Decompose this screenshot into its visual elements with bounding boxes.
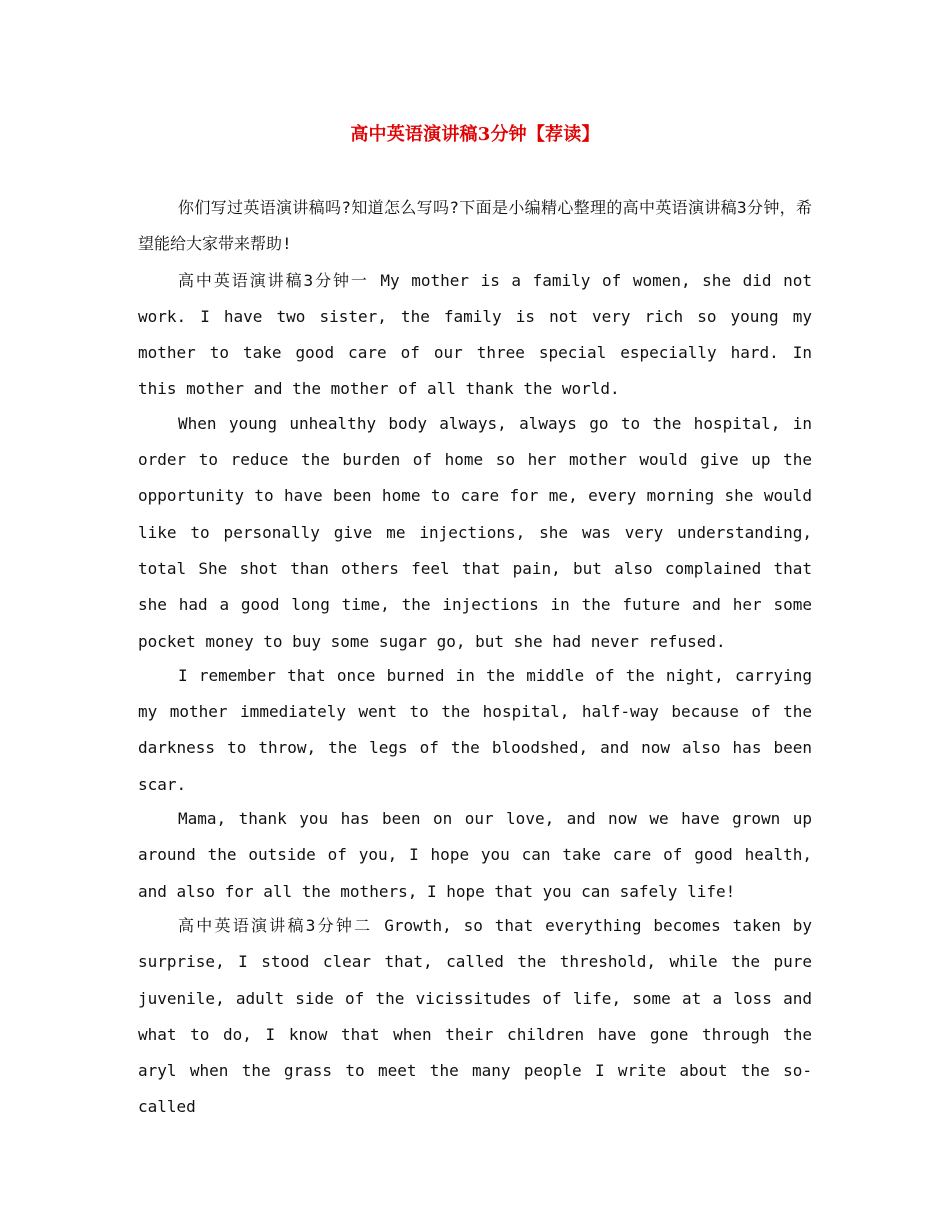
document-body xyxy=(138,190,812,1126)
speech-one-paragraph-2: When young unhealthy body always, always go to the hospital, in order to reduce the burden of home so her mother would give up the opportunity to have been home to care for me, every morning she would like to personally give me injections, she was very understanding, total She shot than others feel that pain, but also complained that she had a good long time, the injections in the future and her some pocket money to buy some sugar go, but she had never refused. xyxy=(138,413,812,651)
intro-paragraph: 你们写过英语演讲稿吗?知道怎么写吗?下面是小编精心整理的高中英语演讲稿3分钟，希望能给大家带来帮助! xyxy=(138,198,812,254)
speech-two-paragraph-1: 高中英语演讲稿3分钟二 Growth, so that everything becomes taken by surprise, I stood clear that, called the threshold, while the pure juvenile, adult side of the vicissitudes of life, some at a loss and what to do, I know that when their children have gone through the aryl when the grass to meet the many people I write about the so-called xyxy=(138,915,812,1117)
speech-one-paragraph-3: I remember that once burned in the middle of the night, carrying my mother immediately went to the hospital, half-way because of the darkness to throw, the legs of the bloodshed, and now also has been scar. xyxy=(138,665,812,794)
speech-one-paragraph-4: Mama, thank you has been on our love, and now we have grown up around the outside of you, I hope you can take care of good health, and also for all the mothers, I hope that you can safely life! xyxy=(138,809,812,901)
speech-one-paragraph-1: 高中英语演讲稿3分钟一 My mother is a family of women, she did not work. I have two sister, the family is not very rich so young my mother to take good care of our three special especially hard. In this mother and the mother of all thank the world. xyxy=(138,270,812,399)
document-title: 高中英语演讲稿3分钟【荐读】 xyxy=(350,124,600,145)
